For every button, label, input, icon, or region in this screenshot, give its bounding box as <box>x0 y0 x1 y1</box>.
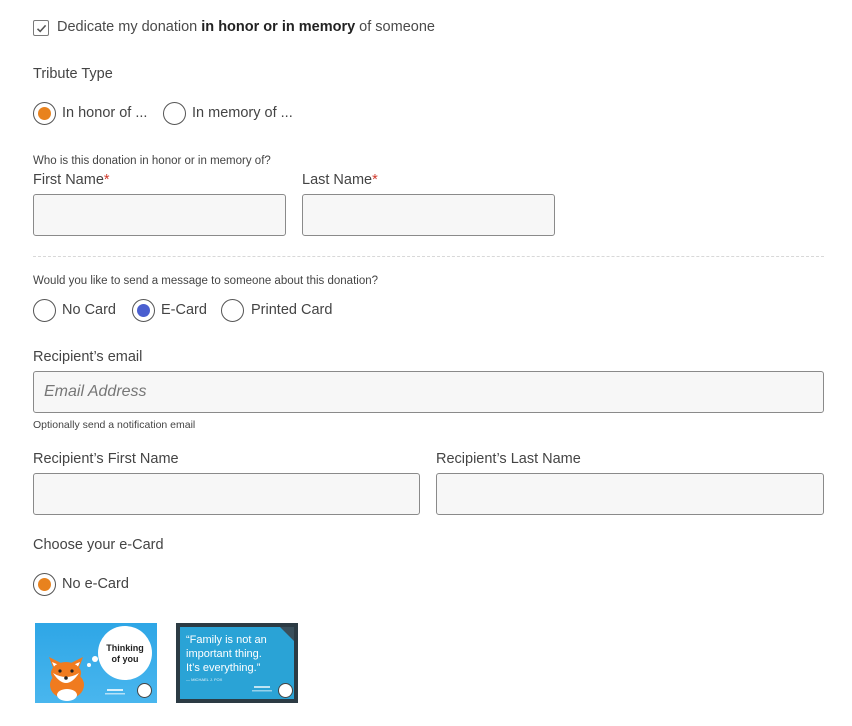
ecard-select-radio[interactable] <box>278 683 293 698</box>
recipient-last-name-label: Recipient’s Last Name <box>436 451 581 467</box>
honoree-first-name-input[interactable] <box>34 195 285 235</box>
honoree-last-name-field[interactable] <box>302 194 555 236</box>
radio-selected-dot <box>137 304 150 317</box>
radio-e-card[interactable] <box>132 299 155 322</box>
recipient-first-name-input[interactable] <box>34 474 419 514</box>
dedicate-label-bold: in honor or in memory <box>201 19 356 35</box>
radio-printed-card[interactable] <box>221 299 244 322</box>
card-thinking-line1: Thinking <box>106 643 144 653</box>
recipient-email-field[interactable] <box>33 371 824 413</box>
honoree-question: Who is this donation in honor or in memory of? <box>33 155 271 167</box>
ecard-family-quote[interactable] <box>176 623 298 703</box>
section-divider <box>33 256 824 257</box>
radio-selected-dot <box>38 107 51 120</box>
card-quote-attribution: — MICHAEL J. FOX <box>186 677 223 682</box>
radio-in-memory-label[interactable]: In memory of ... <box>192 105 293 121</box>
radio-no-ecard[interactable] <box>33 573 56 596</box>
dedicate-label-prefix: Dedicate my donation <box>57 19 202 35</box>
radio-e-card-label[interactable]: E-Card <box>161 302 207 318</box>
first-name-label <box>33 172 110 188</box>
tribute-type-heading: Tribute Type <box>33 66 113 82</box>
honoree-first-name-field[interactable] <box>33 194 286 236</box>
recipient-email-help: Optionally send a notification email <box>33 419 196 431</box>
recipient-email-label: Recipient’s email <box>33 349 143 365</box>
honoree-last-name-input[interactable] <box>303 195 554 235</box>
radio-no-card-label[interactable]: No Card <box>62 302 116 318</box>
radio-printed-card-label[interactable]: Printed Card <box>251 302 333 318</box>
dedicate-label <box>57 19 435 35</box>
card-quote-line2: important thing. <box>186 648 262 660</box>
last-name-label <box>302 172 378 188</box>
recipient-last-name-field[interactable] <box>436 473 824 515</box>
radio-in-honor[interactable] <box>33 102 56 125</box>
recipient-first-name-label: Recipient’s First Name <box>33 451 179 467</box>
recipient-email-input[interactable] <box>34 372 823 412</box>
radio-no-card[interactable] <box>33 299 56 322</box>
last-name-label-text: Last Name <box>302 172 373 188</box>
radio-in-memory[interactable] <box>163 102 186 125</box>
dedicate-label-suffix: of someone <box>355 19 435 35</box>
ecard-select-radio[interactable] <box>137 683 152 698</box>
radio-in-honor-label[interactable]: In honor of ... <box>62 105 148 121</box>
recipient-last-name-input[interactable] <box>437 474 823 514</box>
card-thinking-line2: of you <box>111 654 139 664</box>
ecard-heading: Choose your e-Card <box>33 537 164 553</box>
card-quote-line1: “Family is not an <box>186 634 267 646</box>
ecard-thinking-of-you[interactable] <box>35 623 157 703</box>
required-mark: * <box>372 172 378 188</box>
card-quote-line3: It’s everything.” <box>186 662 261 674</box>
message-question: Would you like to send a message to someone about this donation? <box>33 275 379 287</box>
radio-selected-dot <box>38 578 51 591</box>
dedicate-checkbox[interactable] <box>33 20 49 36</box>
first-name-label-text: First Name <box>33 172 104 188</box>
required-mark: * <box>103 172 110 188</box>
checkmark-icon <box>35 22 48 35</box>
radio-no-ecard-label[interactable]: No e-Card <box>62 576 129 592</box>
recipient-first-name-field[interactable] <box>33 473 420 515</box>
